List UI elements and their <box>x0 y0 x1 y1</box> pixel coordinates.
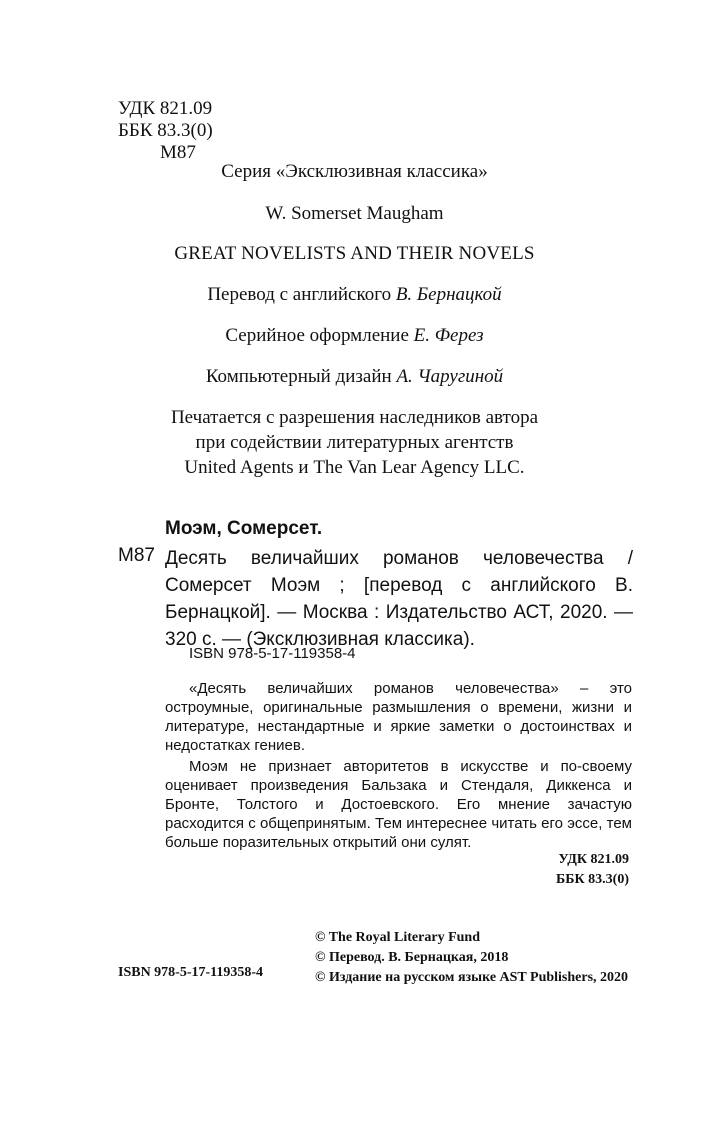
isbn-bottom: ISBN 978-5-17-119358-4 <box>118 965 264 980</box>
catalog-description: Десять величайших романов человечества / Сомерсет Моэм ; [перевод с английского В. Бернацкой]. — Москва : Издательство АСТ, 2020. — 320 с. — (Эксклюзивная классика). <box>165 548 633 650</box>
footer-bbk-code: ББК 83.3(0) <box>556 872 629 887</box>
original-title: GREAT NOVELISTS AND THEIR NOVELS <box>174 243 535 264</box>
annotation-paragraph-1: «Десять величайших романов человечества» – это остроумные, оригинальные размышления о времени, жизни и литературе, нестандартные и яркие заметки о достоинствах и недостатках гениев. <box>165 680 632 754</box>
series-line: Серия «Эксклюзивная классика» <box>221 161 488 182</box>
catalog-mark: М87 <box>118 545 155 566</box>
permission-line-2: при содействии литературных агентств <box>195 432 514 453</box>
series-design-credit <box>0 325 709 347</box>
copyright-block <box>315 928 628 988</box>
permission-line-3: United Agents и The Van Lear Agency LLC. <box>184 457 525 478</box>
computer-design-credit <box>0 366 709 388</box>
series-designer-name: Е. Ферез <box>413 325 484 346</box>
permission-line-1: Печатается с разрешения наследников автора <box>170 407 539 428</box>
translator-name: В. Бернацкой <box>395 284 502 305</box>
catalog-author-heading: Моэм, Сомерсет. <box>165 518 323 539</box>
original-author: W. Somerset Maugham <box>265 203 444 224</box>
annotation-paragraph-2: Моэм не признает авторитетов в искусстве и по-своему оценивает произведения Бальзака и Стендаля, Диккенса и Бронте, Толстого и Достоевского. Его мнение зачастую расходится с общепринятым. Тем интереснее читать его эссе, тем больше поразительных открытий они сулят. <box>165 758 632 851</box>
catalog-isbn: ISBN 978-5-17-119358-4 <box>189 645 356 662</box>
copyright-line-2: © Перевод. В. Бернацкая, 2018 <box>315 950 509 965</box>
bbk-code: ББК 83.3(0) <box>118 120 213 141</box>
translation-label: Перевод с английского <box>207 284 396 305</box>
udk-code: УДК 821.09 <box>118 98 213 119</box>
author-mark: М87 <box>160 142 196 163</box>
footer-udk-code: УДК 821.09 <box>558 852 629 867</box>
copyright-line-1: © The Royal Literary Fund <box>315 930 480 945</box>
copyright-line-3: © Издание на русском языке AST Publishers, 2020 <box>315 970 629 985</box>
translation-credit <box>0 284 709 306</box>
series-design-label: Серийное оформление <box>225 325 414 346</box>
computer-design-label: Компьютерный дизайн <box>205 366 397 387</box>
computer-designer-name: А. Чаругиной <box>396 366 504 387</box>
